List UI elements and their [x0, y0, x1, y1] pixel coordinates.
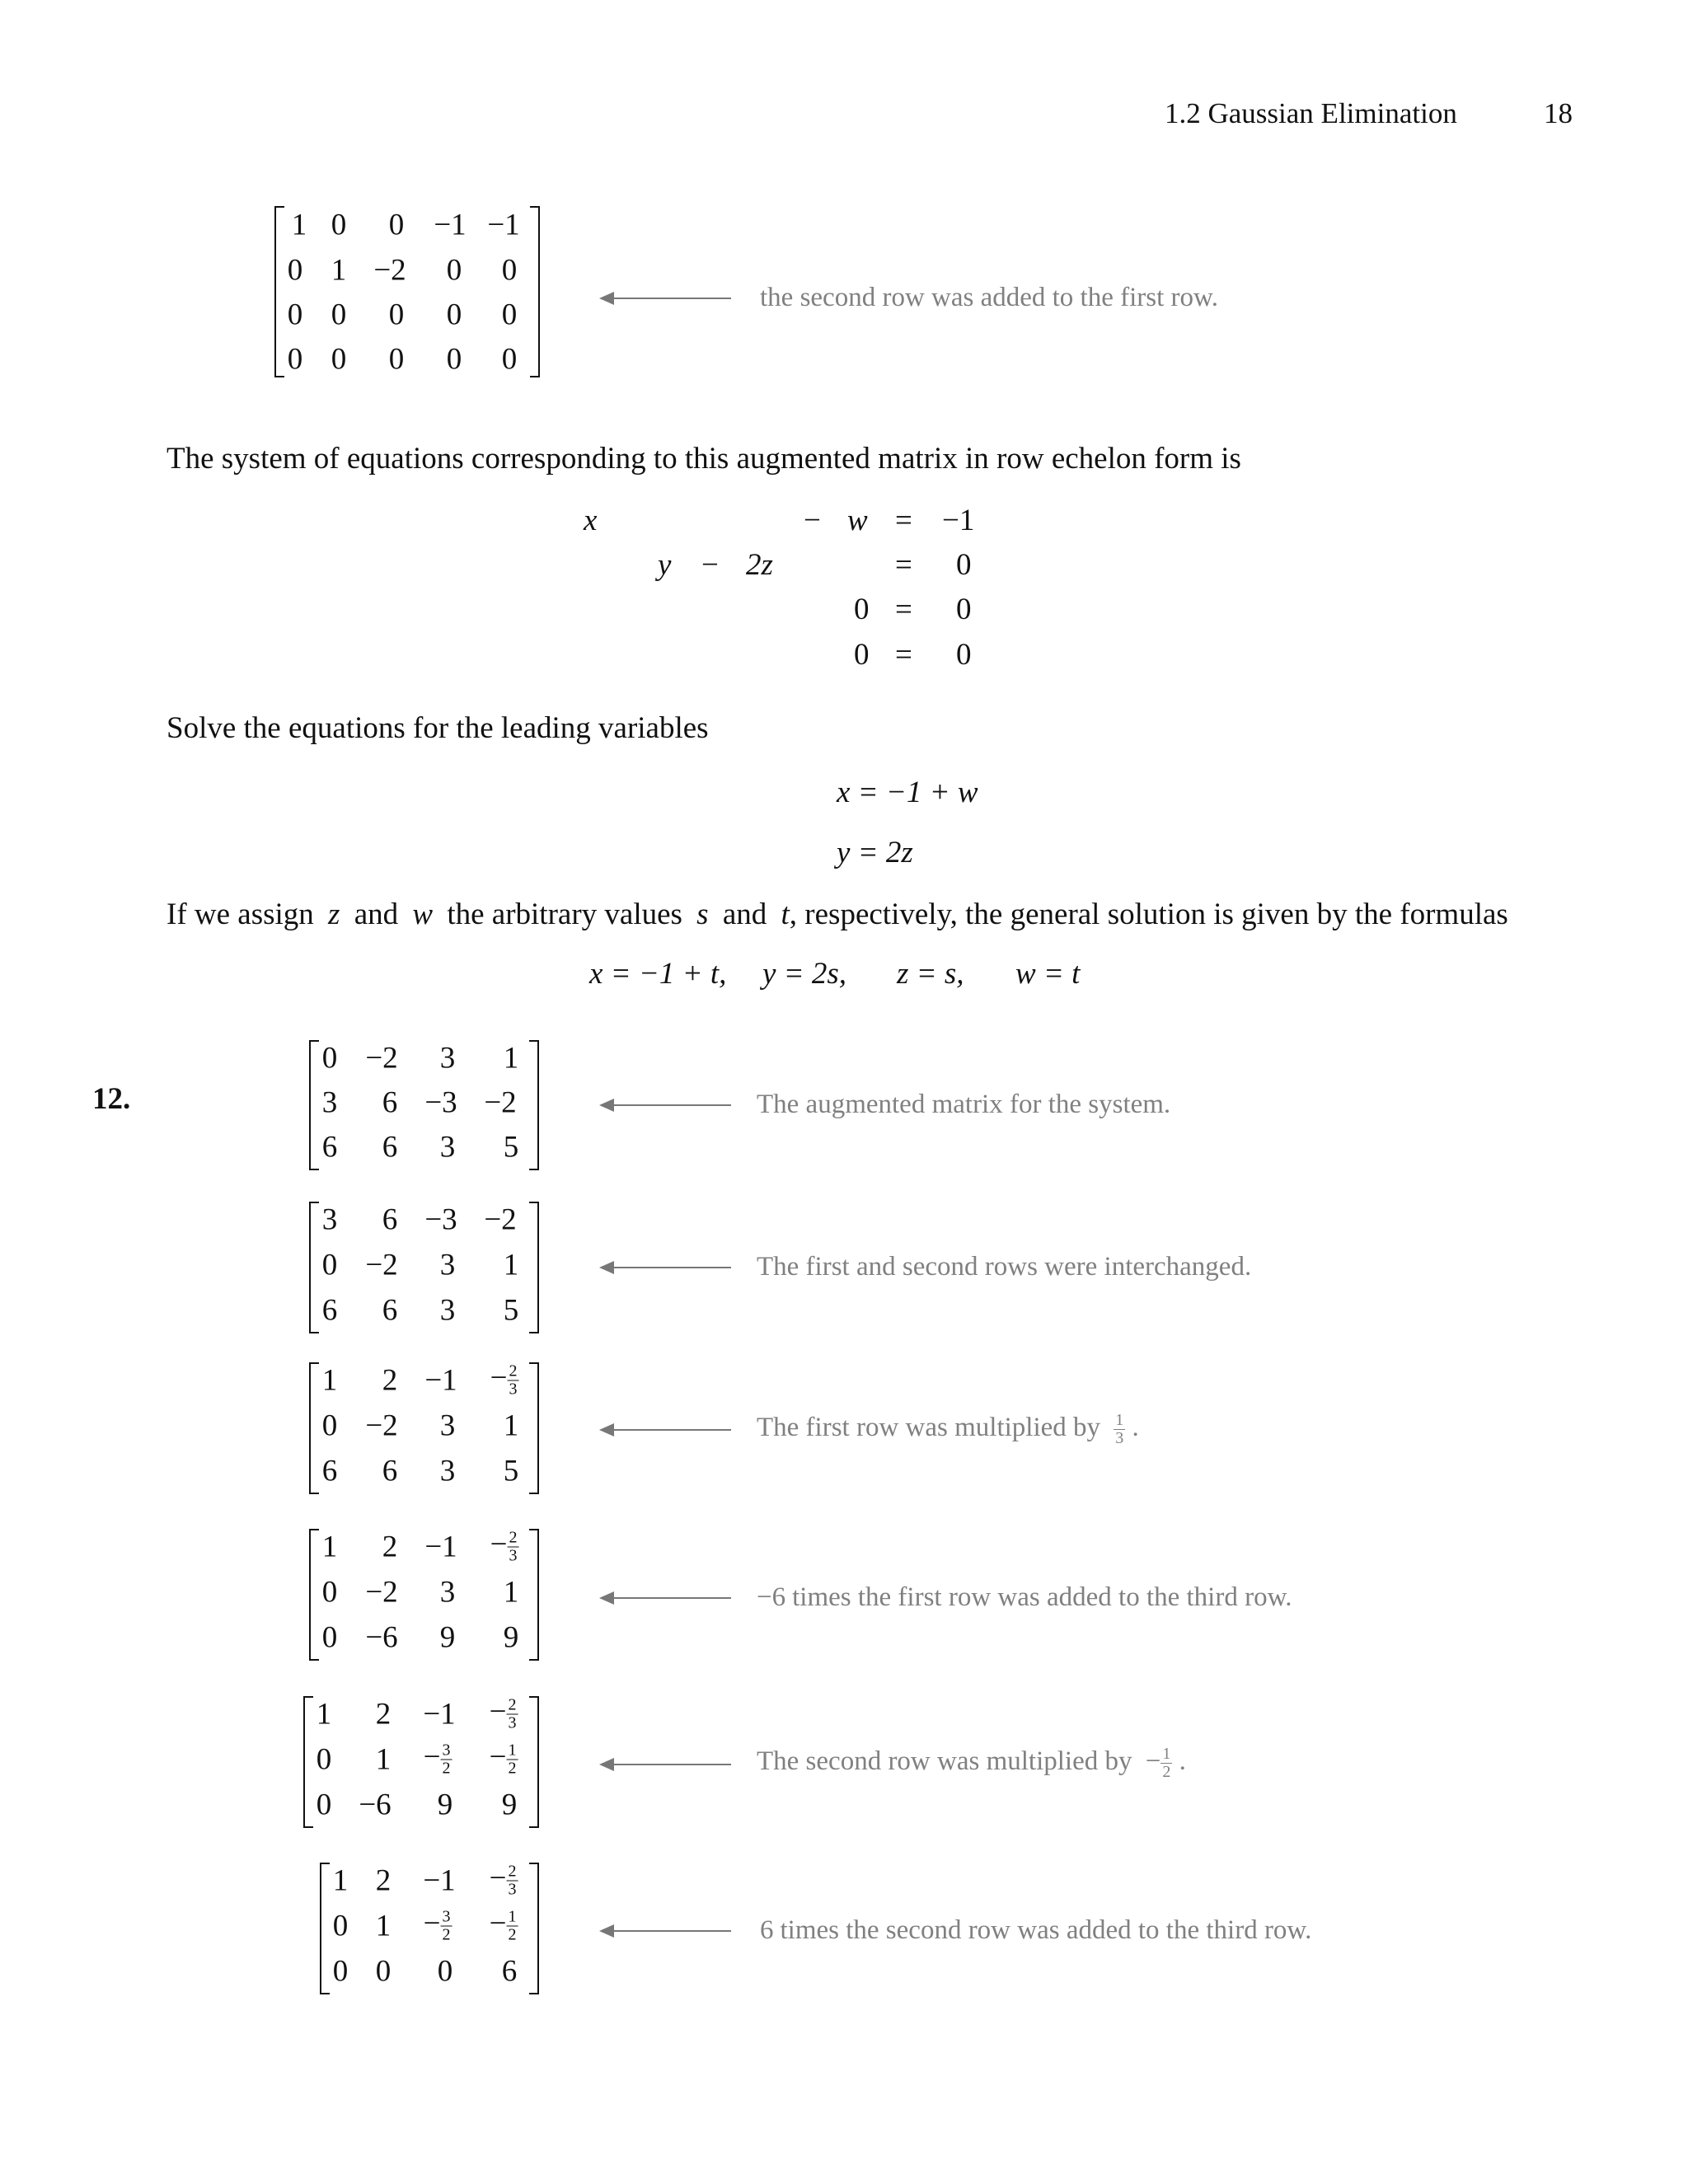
step-note: the second row was added to the first row.: [760, 283, 1218, 312]
solved-y: y = 2z: [837, 836, 913, 869]
arrow-icon: [599, 1755, 731, 1774]
arrow-icon: [599, 1258, 731, 1277]
step-note: The first and second rows were interchanged.: [757, 1252, 1252, 1282]
step-note: The augmented matrix for the system.: [757, 1090, 1171, 1119]
problem-number: 12.: [92, 1082, 131, 1116]
arrow-icon: [599, 1589, 731, 1607]
step-note: The first row was multiplied by $\frac{1}{3}$ .: [757, 1411, 1139, 1447]
step-note: 6 times the second row was added to the third row.: [760, 1915, 1312, 1945]
arrow-icon: [599, 289, 731, 307]
system-intro: The system of equations corresponding to this augmented matrix in row echelon form is: [166, 442, 1241, 476]
arrow-icon: [599, 1922, 731, 1940]
solve-text: Solve the equations for the leading variables: [166, 711, 709, 745]
assign-text: If we assign z and w the arbitrary values s and t, respectively, the general solution is given by the formulas: [166, 898, 1508, 931]
step-note: The second row was multiplied by − $\frac{1}{2}$ .: [757, 1745, 1186, 1781]
step-note: −6 times the first row was added to the third row.: [757, 1582, 1292, 1612]
arrow-icon: [599, 1096, 731, 1114]
section-title: 1.2 Gaussian Elimination: [1165, 97, 1457, 129]
arrow-icon: [599, 1421, 731, 1439]
page-number: 18: [1544, 97, 1573, 129]
solved-x: x = −1 + w: [837, 776, 978, 809]
